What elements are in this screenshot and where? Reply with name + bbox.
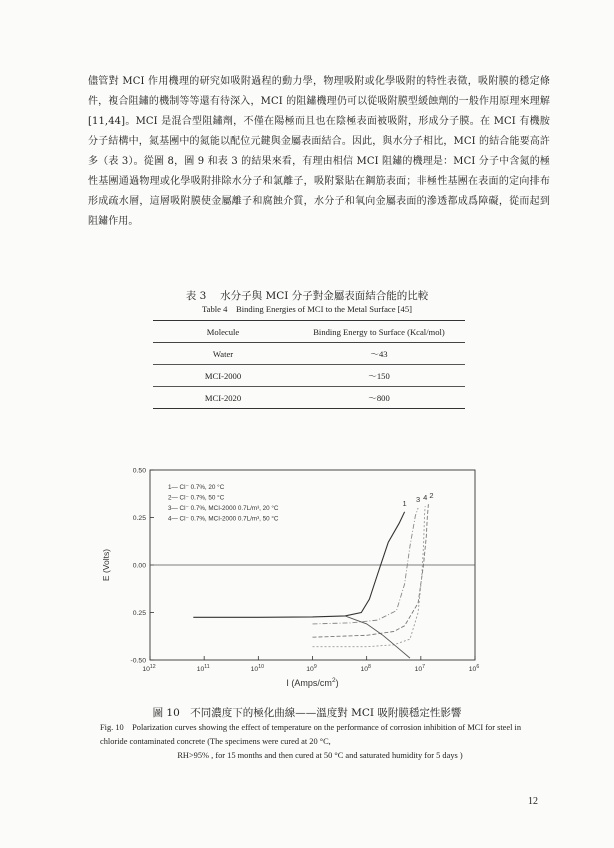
figure-caption-en-line: Fig. 10 Polarization curves showing the effect of temperature on the performance of corrosion <box>100 723 422 732</box>
y-tick-label: 0.50 <box>132 467 146 475</box>
x-tick-label: $10^{11}$ <box>196 664 210 673</box>
table-caption-zh: 表 3 水分子與 MCI 分子對金屬表面結合能的比較 <box>185 290 429 302</box>
table-header-row <box>153 321 465 343</box>
legend-entry: 2— Cl⁻ 0.7%, 50 °C <box>168 494 225 502</box>
table-row <box>153 387 465 409</box>
table-row <box>153 365 465 387</box>
x-tick-label: $10^9$ <box>306 664 317 673</box>
y-axis-label: E (Volts) <box>101 548 111 582</box>
binding-energy-table <box>153 320 465 409</box>
cell-molecule: MCI-2000 <box>153 365 293 387</box>
legend-entry: 4— Cl⁻ 0.7%, MCI-2000 0.7L/m³, 50 °C <box>168 515 279 523</box>
series-label: 4 <box>423 493 428 503</box>
y-tick-label: 0.25 <box>132 610 146 617</box>
polarization-chart <box>95 462 495 694</box>
legend-entry: 1— Cl⁻ 0.7%, 20 °C <box>168 484 225 491</box>
series-label: 2 <box>429 491 434 501</box>
cell-molecule: Water <box>153 343 293 365</box>
y-tick-label: 0.00 <box>132 562 146 570</box>
series-line-2 <box>313 504 429 637</box>
header-binding-energy: Binding Energy to Surface (Kcal/mol) <box>293 321 465 343</box>
x-tick-label: $10^6$ <box>468 664 480 673</box>
x-tick-label: $10^8$ <box>360 664 371 673</box>
page-number: 12 <box>528 796 538 807</box>
cell-energy: ～800 <box>293 387 465 409</box>
body-paragraph: 儘管對 MCI 作用機理的研究如吸附過程的動力學，物理吸附或化學吸附的特性表徵，吸附膜的穩定條件，複合阻鏽的機制等等還有待深入，MCI 的阻鏽機理仍可以從吸附膜型緩蝕劑的一般作用原理來理解[11,44]。MCI 是混合型阻鏽劑，不僅在陽極而且也在陰極表面被吸附，形成分子膜。在 MCI 有機胺分子結構中，氮基團中的氮能以配位元鍵與金屬表面結合。因此，與水分子相比，MCI 的結合能要高許多（表 3）。從圖 8，圖 9 和表 3 的結果來看，有理由相信 MCI 阻鏽的機理是：MCI 分子中含氮的極性基團通過物理或化學吸附排除水分子和氯離子，吸附緊貼在鋼筋表面；非極性基團在表面的定向排布形成疏水層，這層吸附膜使金屬離子和腐蝕介質，水分子和氧向金屬表面的滲透都成爲障礙，從而起到阻鏽作用。 <box>88 76 550 227</box>
x-tick-label: $10^7$ <box>414 664 426 673</box>
y-tick-label: 0.25 <box>132 515 146 522</box>
legend-entry: 3— Cl⁻ 0.7%, MCI-2000 0.7L/m³, 20 °C <box>168 505 279 512</box>
x-axis-label: I $(Amps/cm^2)$ <box>286 677 339 688</box>
figure-caption-en-line: inhibition of MCI for steel in chloride contaminated concrete (The specimens were cured at 20 °C, <box>100 723 522 746</box>
cell-energy: ～43 <box>293 343 465 365</box>
cell-molecule: MCI-2020 <box>153 387 293 409</box>
figure-caption-zh: 圖 10 不同濃度下的極化曲線——溫度對 MCI 吸附膜穩定性影響 <box>152 707 462 719</box>
x-tick-label: $10^{10}$ <box>250 664 265 673</box>
series-line-1 <box>193 512 404 618</box>
x-tick-label: $10^{12}$ <box>142 664 156 673</box>
series-label: 3 <box>416 495 421 504</box>
figure-caption-en <box>100 721 540 763</box>
y-tick-label: -0.50 <box>130 657 146 665</box>
series-label: 1 <box>402 498 407 508</box>
cell-energy: ～150 <box>293 365 465 387</box>
table-caption-en: Table 4 Binding Energies of MCI to the Metal Surface [45] <box>202 304 412 314</box>
header-molecule: Molecule <box>153 321 293 343</box>
figure-caption-en-line: RH>95% , for 15 months and then cured at 50 °C and saturated humidity for 5 days ) <box>177 751 463 760</box>
table-row <box>153 343 465 365</box>
